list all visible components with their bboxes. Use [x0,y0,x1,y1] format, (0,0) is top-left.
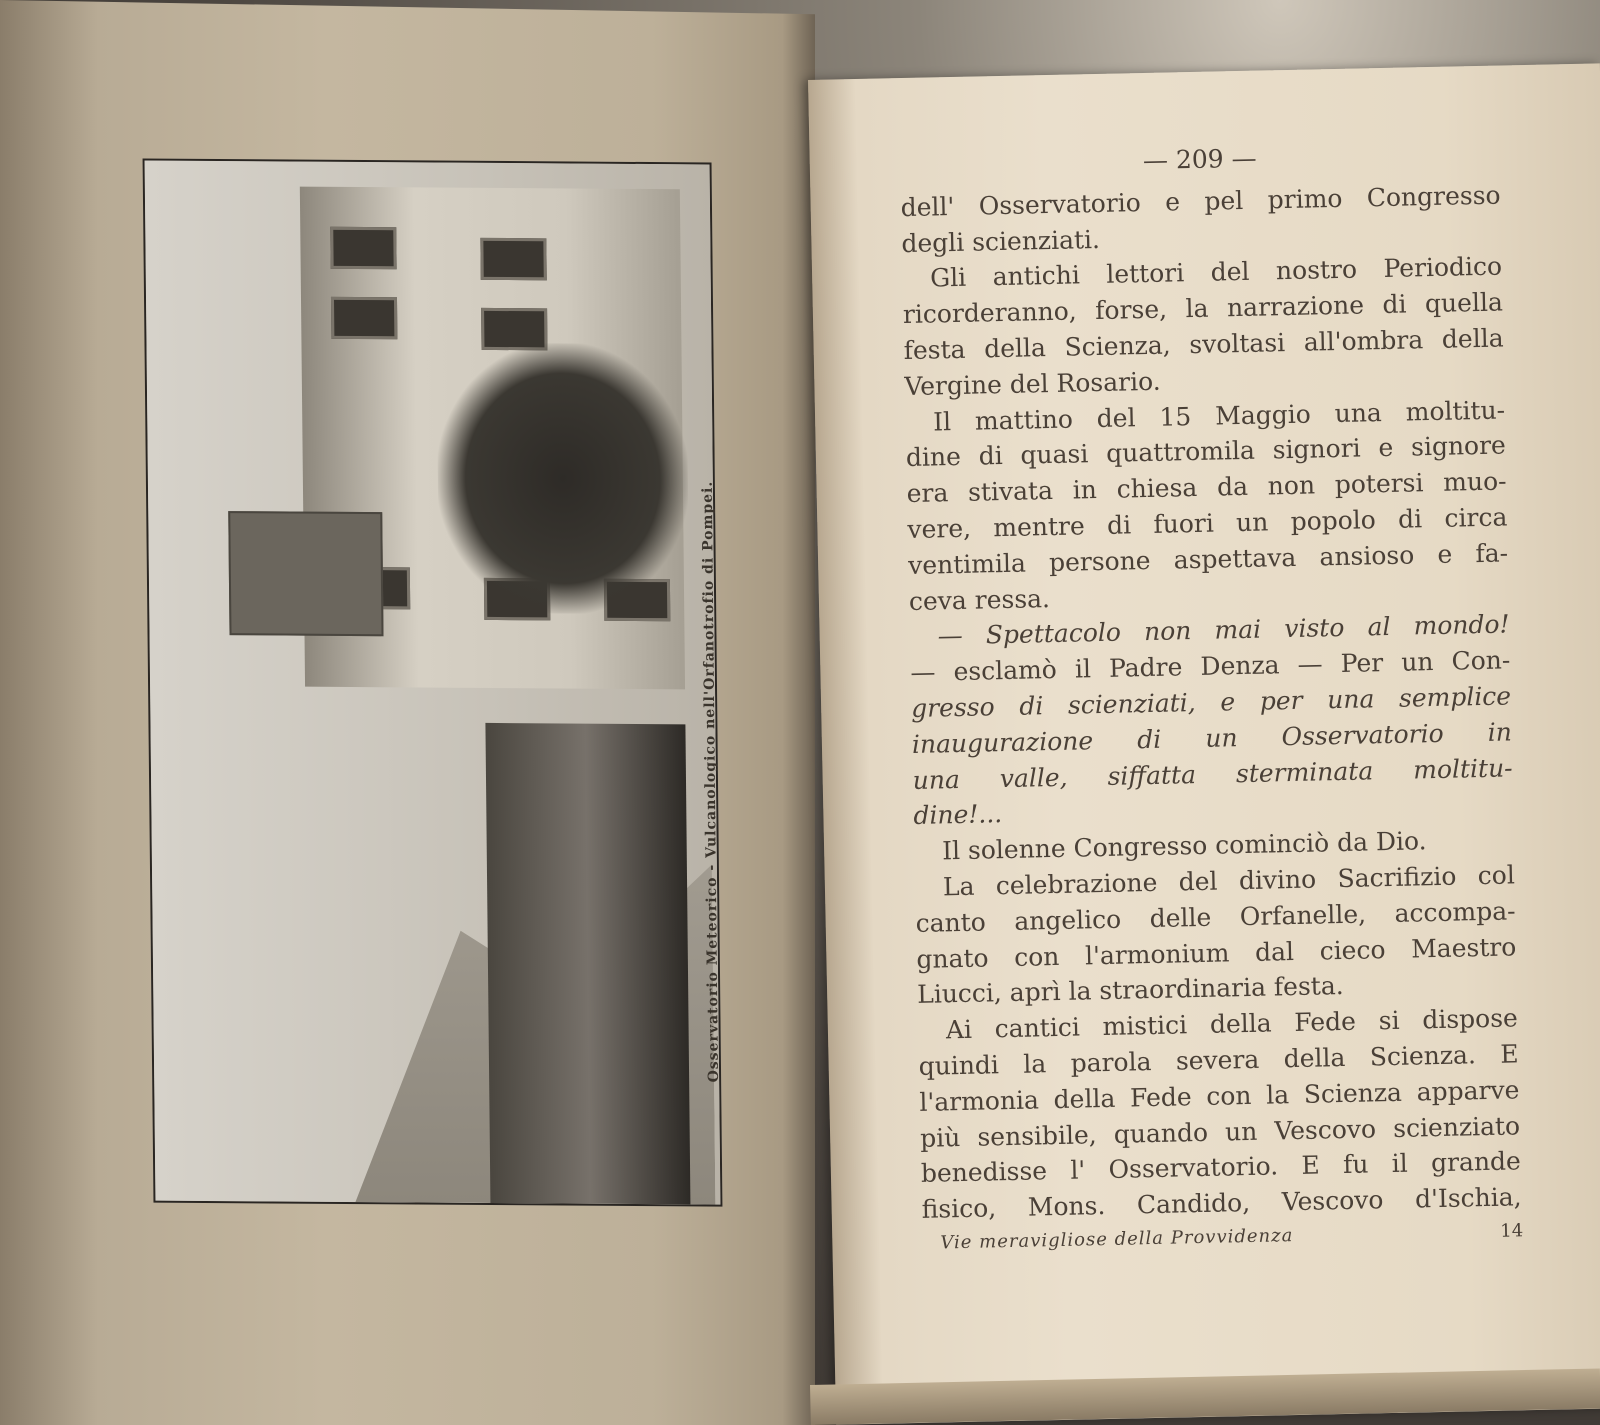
text-line: gresso di scienziati, e per una semplice [910,681,1512,723]
photo-tree [436,343,689,615]
text-line: benedisse l' Osservatorio. E fu il grande [920,1146,1522,1189]
text-line: Gli antichi lettori del nostro Periodico [929,251,1503,293]
text-line: ricorderanno, forse, la narrazione di quella [902,287,1504,330]
text-line: La celebrazione del divino Sacrifizio col [942,860,1516,902]
text-line: vere, mentre di fuori un popolo di circa [907,502,1508,544]
text-line: fisico, Mons. Candido, Vescovo d'Ischia, [921,1182,1522,1224]
running-footer-title: Vie meravigliose della Provvidenza [940,1225,1294,1254]
photo-street [485,723,690,1204]
page-number: — 209 — [1142,143,1257,175]
page-text [899,136,1521,1228]
text-line: canto angelico delle Orfanelle, accompa- [915,896,1516,938]
photo-window [330,227,396,269]
photo-plate [143,158,723,1206]
text-line: — Spettacolo non mai visto al mondo! [937,609,1510,651]
photo-window [480,238,546,280]
text-line: festa della Scienza, svoltasi all'ombra della [903,323,1504,366]
photo-caption: Osservatorio Meteorico - Vulcanologico nell'Orfanotrofio di Pompei. [699,480,722,1083]
text-line: Il solenne Congresso cominciò da Dio. [941,826,1427,866]
text-line: Il mattino del 15 Maggio una moltitu- [932,395,1506,437]
text-line: ceva ressa. [908,583,1051,616]
text-line: una valle, siffatta sterminata moltitu- [912,752,1513,795]
photo-tower [228,511,383,636]
text-line: dine di quasi quattromila signori e signore [905,430,1507,473]
text-line: dell' Osservatorio e pel primo Congresso [900,180,1501,222]
text-line: era stivata in chiesa da non potersi muo- [906,466,1507,509]
right-page [808,63,1600,1424]
text-line: degli scienziati. [901,224,1101,258]
text-line: Liucci, aprì la straordinaria festa. [916,971,1344,1010]
text-line: gnato con l'armonium dal cieco Maestro [916,931,1517,974]
text-line: Ai cantici mistici della Fede si dispose [945,1003,1519,1045]
text-line: inaugurazione di un Osservatorio in [911,717,1513,759]
text-line: quindi la parola severa della Scienza. E [918,1039,1519,1081]
text-line: l'armonia della Fede con la Scienza apparve [919,1075,1520,1117]
text-line: dine!... [913,799,1003,831]
signature-mark: 14 [1500,1220,1524,1242]
text-line: più sensibile, quando un Vescovo scienziato [919,1110,1521,1153]
text-line: ventimila persone aspettava ansioso e fa- [907,538,1509,580]
text-line: Vergine del Rosario. [904,366,1161,401]
photo-window [331,297,397,339]
text-line: — esclamò il Padre Denza — Per un Con- [910,645,1511,688]
